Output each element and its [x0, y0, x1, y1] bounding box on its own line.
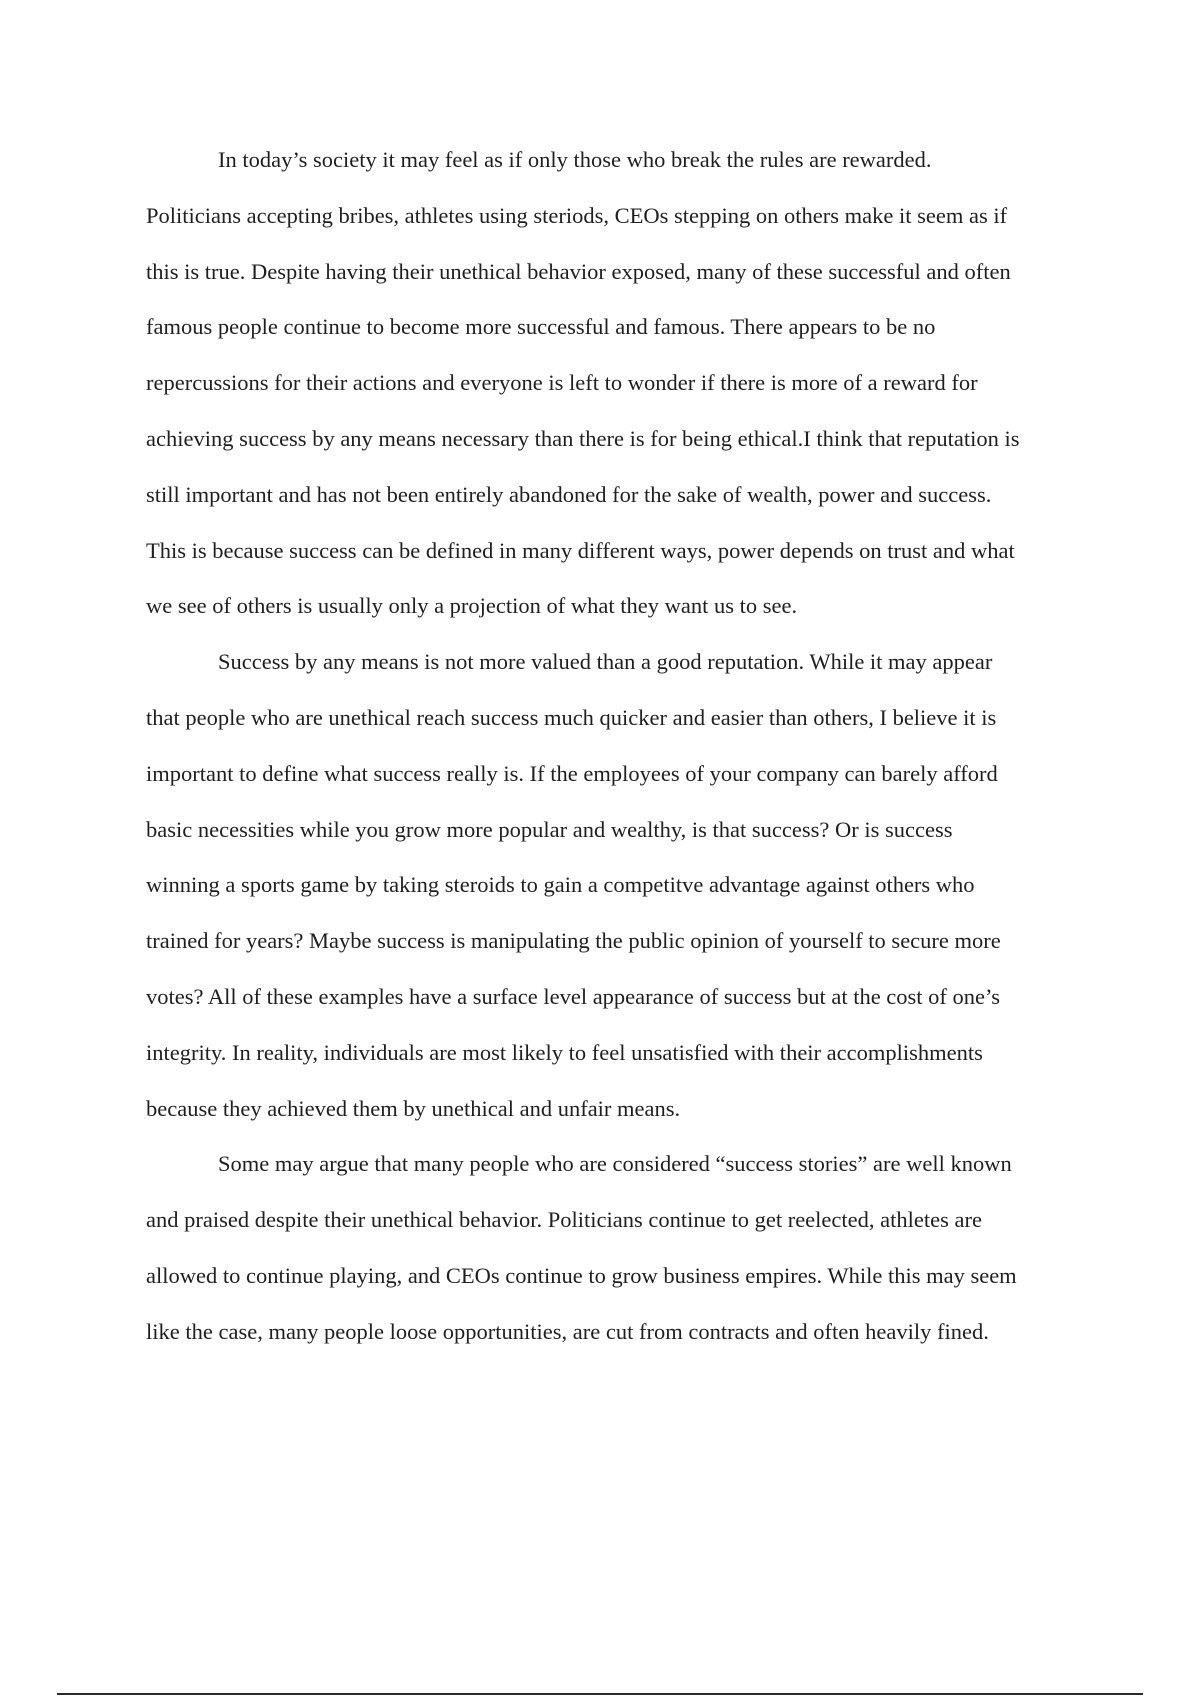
essay-body — [146, 143, 1091, 1371]
paragraph-line: still important and has not been entirely abandoned for the sake of wealth, power and success. — [146, 481, 992, 507]
paragraph-line: because they achieved them by unethical and unfair means. — [146, 1095, 681, 1121]
paragraph-line: winning a sports game by taking steroids to gain a competitve advantage against others who — [146, 872, 975, 898]
paragraph-line: famous people continue to become more successful and famous. There appears to be no — [146, 314, 936, 340]
paragraph-line: like the case, many people loose opportunities, are cut from contracts and often heavily fined. — [146, 1318, 989, 1344]
paragraph-line: In today’s society it may feel as if only those who break the rules are rewarded. — [218, 147, 932, 172]
paragraph-line: basic necessities while you grow more popular and wealthy, is that success? Or is success — [146, 816, 953, 842]
paragraph-line: trained for years? Maybe success is manipulating the public opinion of yourself to secure more — [146, 928, 1001, 954]
paragraph-line: Success by any means is not more valued than a good reputation. While it may appear — [218, 649, 993, 675]
paragraph-line: that people who are unethical reach success much quicker and easier than others, I believe it is — [146, 704, 997, 730]
paragraph-line: we see of others is usually only a projection of what they want us to see. — [146, 593, 798, 619]
paragraph-line: Some may argue that many people who are considered “success stories” are well known — [218, 1151, 1012, 1177]
paragraph-1 — [146, 143, 1091, 645]
paragraph-line: allowed to continue playing, and CEOs continue to grow business empires. While this may seem — [146, 1262, 1017, 1288]
paragraph-line: This is because success can be defined in many different ways, power depends on trust and what — [146, 537, 1015, 563]
paragraph-line: votes? All of these examples have a surface level appearance of success but at the cost of one’s — [146, 983, 1001, 1009]
bottom-divider — [57, 1693, 1143, 1695]
paragraph-line: achieving success by any means necessary than there is for being ethical.I think that reputation is — [146, 425, 1020, 451]
paragraph-line: Politicians accepting bribes, athletes using steriods, CEOs stepping on others make it seem as if — [146, 202, 1008, 228]
paragraph-line: integrity. In reality, individuals are most likely to feel unsatisfied with their accomplishments — [146, 1039, 983, 1065]
paragraph-2 — [146, 645, 1091, 1147]
paragraph-line: important to define what success really is. If the employees of your company can barely afford — [146, 760, 998, 786]
paragraph-line: and praised despite their unethical behavior. Politicians continue to get reelected, athletes are — [146, 1207, 982, 1233]
paragraph-3 — [146, 1147, 1091, 1370]
paragraph-line: this is true. Despite having their unethical behavior exposed, many of these successful and often — [146, 258, 1011, 284]
paragraph-line: repercussions for their actions and everyone is left to wonder if there is more of a reward for — [146, 370, 978, 396]
